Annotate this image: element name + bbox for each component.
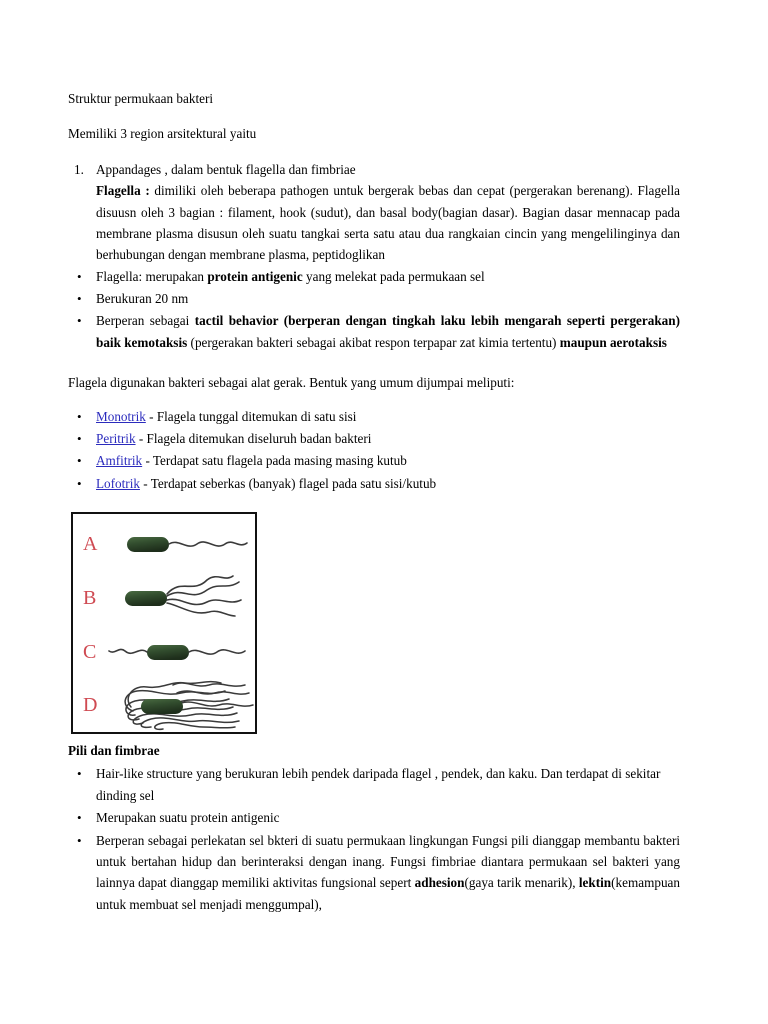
pili-seg-5: (kemampuan untuk membuat sel menjadi menggumpal), xyxy=(96,875,680,912)
amfitrik-description: - Terdapat satu flagela pada masing masing kutub xyxy=(142,453,407,469)
heading-struktur-permukaan: Struktur permukaan bakteri xyxy=(68,91,214,106)
numbered-list xyxy=(68,159,680,266)
tactil-seg-4-bold: maupun aerotaksis xyxy=(559,334,667,350)
lofotrik-description: - Terdapat seberkas (banyak) flagel pada satu sisi/kutub xyxy=(139,475,437,491)
pili-bullet-text: Merupakan suatu protein antigenic xyxy=(96,810,280,826)
caption-pili-dan-fimbrae: Pili dan fimbrae xyxy=(68,743,160,758)
spacer xyxy=(68,354,680,372)
pili-seg-1: Berperan sebagai perlekatan sel bkteri di suatu permukaan lingkungan Fungsi pili dianggap membantu bakteri untuk bertahan hidup dan berinteraksi dengan inang. Fungsi fimbriae diantara permukaan sel bakteri yang lainnya dapat dianggap memiliki aktivitas fungsional sepert xyxy=(96,832,680,891)
bullet-list-flagella-types xyxy=(68,406,680,495)
pili-seg-2-bold: adhesion xyxy=(414,875,465,891)
monotrik-description: - Flagela tunggal ditemukan di satu sisi xyxy=(145,408,357,424)
pili-bullet-text: Hair-like structure yang berukuran lebih pendek daripada flagel , pendek, dan kaku. Dan terdapat di sekitar dinding sel xyxy=(96,766,661,803)
paragraph-flagela-intro: Flagela digunakan bakteri sebagai alat gerak. Bentuk yang umum dijumpai meliputi: xyxy=(68,375,515,391)
list-item xyxy=(68,288,680,309)
figure-row-b xyxy=(73,572,255,624)
figure-label-c: C xyxy=(83,641,97,663)
list-item xyxy=(68,763,680,806)
tactil-behavior-text xyxy=(96,310,680,353)
document-body xyxy=(68,88,680,915)
link-peritrik[interactable]: Peritrik xyxy=(96,430,136,446)
list-item-pili-function xyxy=(68,830,680,916)
list-item-lofotrik xyxy=(68,473,680,494)
bullet-list-pili xyxy=(68,763,680,915)
bacterium-amphitrichous-icon xyxy=(107,626,257,678)
figure-row-c xyxy=(73,626,255,678)
pili-function-text xyxy=(96,830,680,916)
figure-label-a: A xyxy=(83,533,98,555)
tactil-seg-1: Berperan sebagai xyxy=(96,313,195,329)
flagella-arrangement-diagram xyxy=(71,512,257,734)
link-lofotrik[interactable]: Lofotrik xyxy=(96,475,140,491)
bullet-list-flagella xyxy=(68,266,680,354)
link-monotrik[interactable]: Monotrik xyxy=(96,408,146,424)
flagella-definition-body: dimiliki oleh beberapa pathogen untuk bergerak bebas dan cepat (pergerakan berenang). Flagella disuusn oleh 3 bagian : filament, hook (sudut), dan basal body(bagian dasar). Bagian dasar mennacap pada membrane plasma disusun oleh suatu tangkai serta satu atau dua rangkaian cincin yang mengelilinginya dan berhubungan dengan membrane plasma, peptidoglikan xyxy=(96,183,681,263)
link-amfitrik[interactable]: Amfitrik xyxy=(96,453,143,469)
figure-label-d: D xyxy=(83,694,98,716)
bullet-text-post: yang melekat pada permukaan sel xyxy=(302,268,485,284)
figure-wrapper xyxy=(68,512,680,734)
pili-seg-4-bold: lektin xyxy=(578,875,612,891)
bullet-text-pre: Flagella: merupakan xyxy=(96,268,208,284)
list-item xyxy=(68,266,680,287)
bacterium-lophotrichous-icon xyxy=(107,572,257,624)
figure-row-d xyxy=(73,677,255,733)
heading-memiliki-region: Memiliki 3 region arsitektural yaitu xyxy=(68,126,257,142)
list-item-peritrik xyxy=(68,428,680,449)
figure-row-a xyxy=(73,518,255,570)
numbered-item-appandages xyxy=(68,159,680,266)
list-item-tactil-behavior xyxy=(68,310,680,353)
bacterium-peritrichous-icon xyxy=(107,677,257,733)
list-item xyxy=(68,807,680,828)
list-item-amfitrik xyxy=(68,450,680,471)
list-marker-1: 1. xyxy=(74,161,84,177)
list-item-monotrik xyxy=(68,406,680,427)
tactil-seg-3: (pergerakan bakteri sebagai akibat respon terpapar zat kimia tertentu) xyxy=(187,334,560,350)
numbered-item-title: Appandages , dalam bentuk flagella dan fimbriae xyxy=(96,161,356,177)
tactil-seg-2-bold: tactil behavior (berperan dengan tingkah laku lebih mengarah seperti pergerakan) baik kemotaksis xyxy=(96,313,680,350)
pili-seg-3: (gaya tarik menarik), xyxy=(464,875,579,891)
figure-label-b: B xyxy=(83,587,97,609)
bullet-text-pre: Berukuran 20 nm xyxy=(96,291,189,306)
bacterium-monotrichous-icon xyxy=(107,518,257,570)
flagella-bold-lead: Flagella : xyxy=(96,183,150,199)
peritrik-description: - Flagela ditemukan diseluruh badan bakteri xyxy=(135,430,372,446)
bullet-text-bold: protein antigenic xyxy=(207,268,303,284)
flagella-definition-paragraph xyxy=(96,180,680,266)
